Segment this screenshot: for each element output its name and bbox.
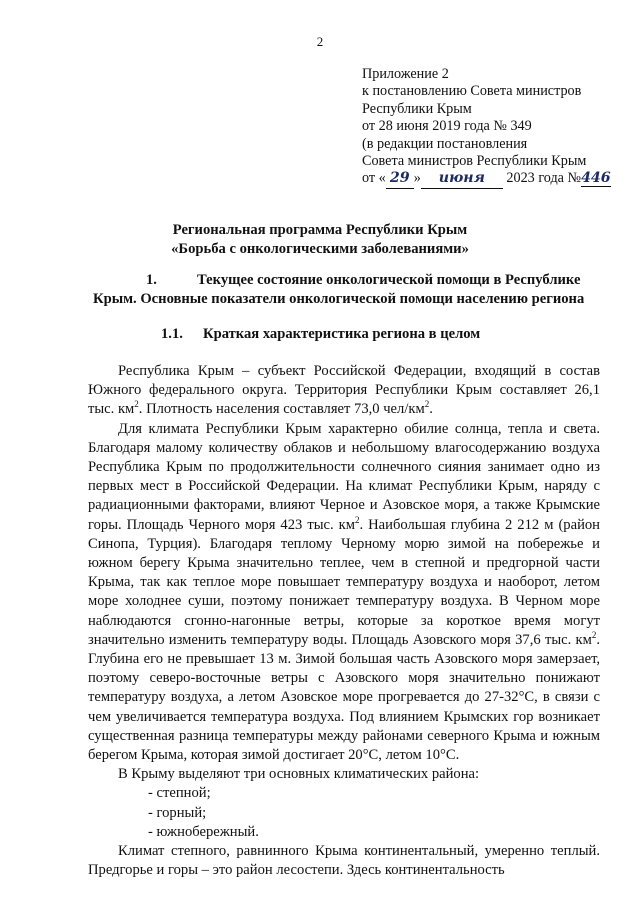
appendix-line: (в редакции постановления — [362, 135, 528, 152]
section-1-heading — [93, 271, 599, 309]
paragraph: В Крыму выделяют три основных климатических района: — [118, 766, 480, 783]
appendix-block — [362, 66, 632, 189]
paragraph: Для климата Республики Крым характерно обилие солнца, тепла и света. Благодаря малому количеству облаков и небольшому влагосодержанию воздуха Республика Крым по продолжительности солнечного сияния занимает одно из первых мест в Российской Федерации. На климат Республики Крым, наряду с радиационными факторами, влияют Черное и Азовское моря, а также Крымские горы. Площадь Черного моря 423 тыс. $км^2$. Наибольшая глубина 2 212 м (район Синопа, Турция). Благодаря теплому Черному морю зимой на побережье и южном берегу Крыма значительно теплее, чем в степной и предгорной части Крыма, так как теплое море повышает температуру воздуха и наоборот, летом море холоднее суши, поэтому понижает температуру воздуха. В Черном море наблюдаются сгонно-нагонные ветры, которые за короткое время могут значительно изменить температуру воды. Площадь Азовского моря 37,6 тыс. $км^2$. Глубина его не превышает 13 м. Зимой большая часть Азовского моря замерзает, поэтому северо-восточные ветры с Азовского моря значительно понижают температуру воздуха, а летом Азовское море прогревается до 27-32°С, в связи с чем увеличивается температура воздуха. Под влиянием Крымских гор возникает существенная разница температуры между районами северного Крыма и южным берегом Крыма, которая зимой достигает 20°С, летом 10°С. — [88, 420, 600, 764]
date-prefix: от « — [362, 170, 386, 187]
section-number: 1.1. — [161, 326, 183, 342]
section-heading-text: Крым. Основные показатели онкологической помощи населению региона — [93, 291, 585, 307]
paragraph: Республика Крым – субъект Российской Федерации, входящий в состав Южного федерального округа. Территория Республики Крым составляет 26,1 тыс. $км^2$. Плотность населения составляет 73,0 чел/$км^2$. — [88, 363, 600, 418]
appendix-line: к постановлению Совета министров — [362, 83, 582, 100]
title-line: «Борьба с онкологическими заболеваниями» — [171, 241, 469, 257]
appendix-date-line — [362, 170, 632, 188]
date-year: 2023 года № — [506, 170, 582, 187]
section-1-1-heading — [161, 326, 480, 343]
handwritten-day: 29 — [386, 170, 414, 188]
handwritten-number: 446 — [581, 170, 611, 187]
section-number: 1. — [146, 272, 157, 288]
section-heading-text: Краткая характеристика региона в целом — [203, 326, 481, 342]
appendix-line: от 28 июня 2019 года № 349 — [362, 118, 532, 135]
appendix-line: Приложение 2 — [362, 66, 449, 82]
handwritten-month: июня — [421, 170, 503, 188]
title-line: Региональная программа Республики Крым — [172, 222, 468, 238]
appendix-line: Республики Крым — [362, 100, 472, 117]
body-text — [88, 362, 600, 880]
paragraph: Климат степного, равнинного Крыма континентальный, умеренно теплый. Предгорье и горы – это район лесостепи. Здесь континентальность — [88, 843, 600, 879]
page-number: 2 — [316, 34, 324, 49]
section-heading-text: Текущее состояние онкологической помощи в Республике — [197, 272, 581, 288]
list-item: - южнобережный. — [148, 823, 259, 840]
list-item: - горный; — [148, 804, 207, 821]
list-item: - степной; — [148, 785, 211, 802]
date-mid: » — [413, 170, 421, 187]
appendix-line: Совета министров Республики Крым — [362, 153, 587, 170]
program-title — [0, 221, 640, 259]
